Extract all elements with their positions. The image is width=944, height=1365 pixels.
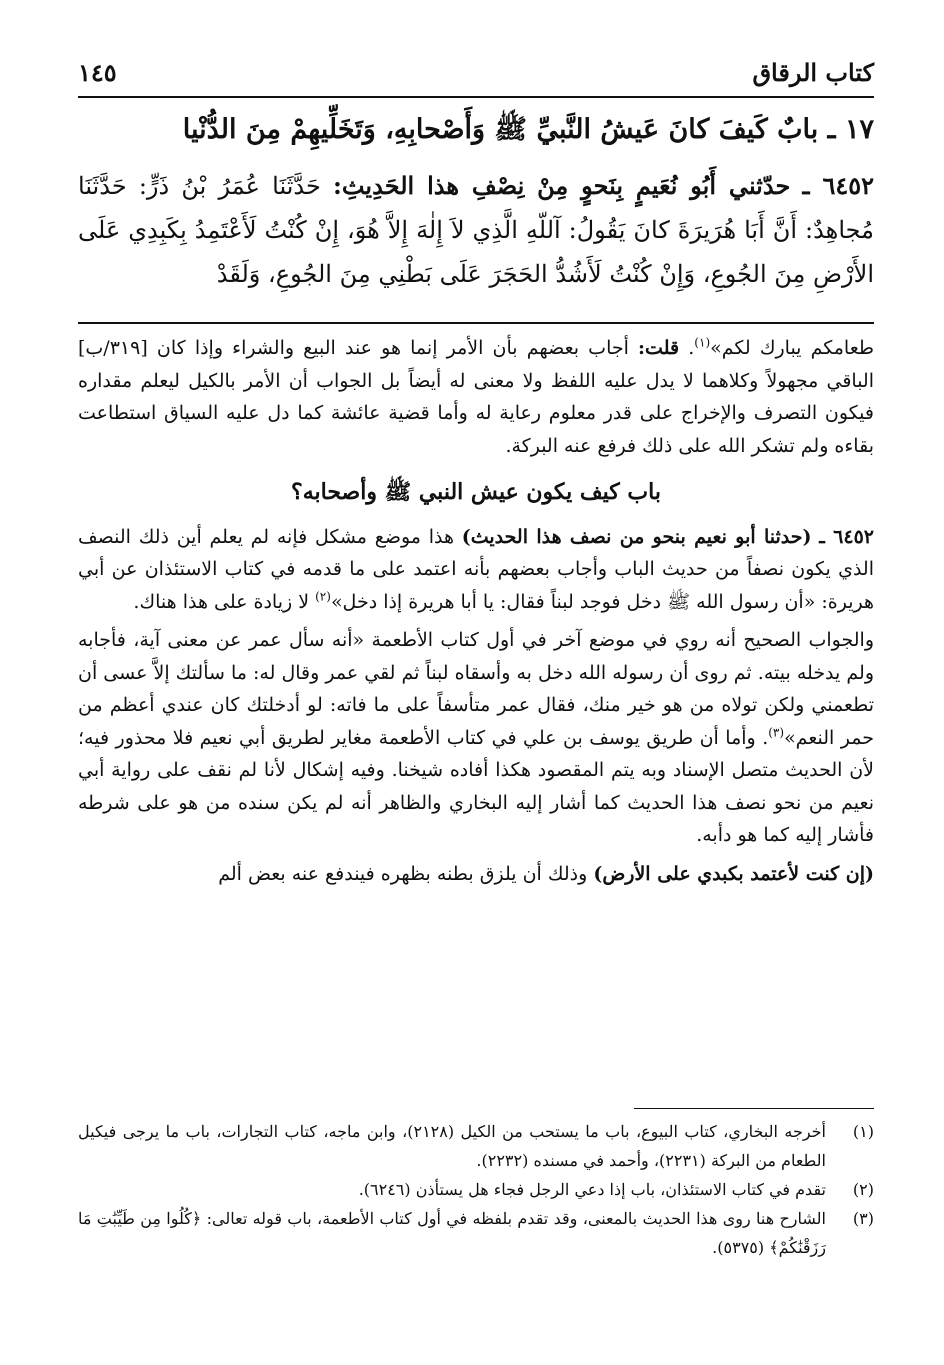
footnote-divider <box>634 1108 874 1109</box>
footnote-ref-1[interactable]: (١) <box>694 335 711 350</box>
footnote-ref-2[interactable]: (٢) <box>315 589 331 604</box>
hadith-chain-start: حدّثني أَبُو نُعَيمٍ بِنَحوٍ مِنْ نِصْفِ هذا الحَدِيثِ: <box>333 171 791 200</box>
footnote-text: الشارح هنا روى هذا الحديث بالمعنى، وقد تقدم بلفظه في أول كتاب الأطعمة، باب قوله تعالى: ﴿كُلُوا مِن طَيِّبَٰتِ مَا رَزَقْنَٰكُمْ﴾ (٥٣٧٥). <box>78 1209 826 1257</box>
commentary-text: والجواب الصحيح أنه روي في موضع آخر في أول كتاب الأطعمة «أنه سأل عمر عن معنى آية، فأجابه ولم يدخله بيته. ثم روى أن رسوله الله دخل به وأسقاه لبناً ثم لقي عمر وقال له: ما سألتك إلاَّ عسى أن تطعمني ولكن تولاه من هو خير منك، فقال عمر متأسفاً على ما فاته: لو أدخلتك كان عندي أعظم من حمر النعم» <box>78 629 874 749</box>
footnote-number: (٢) <box>852 1180 874 1199</box>
quoted-phrase: (حدثنا أبو نعيم بنحو من نصف هذا الحديث) <box>461 525 812 548</box>
commentary-subheading: باب كيف يكون عيش النبي ﷺ وأصحابه؟ <box>291 479 661 505</box>
commentary-paragraph <box>78 858 874 891</box>
main-divider <box>78 322 874 324</box>
footnote <box>78 1175 874 1204</box>
quoted-phrase: (إن كنت لأعتمد بكبدي على الأرض) <box>593 862 874 885</box>
footnote-number: (٣) <box>852 1209 874 1228</box>
footnotes <box>78 1117 874 1262</box>
commentary-text: لا زيادة على هذا هناك. <box>133 590 310 613</box>
hadith-number: ٦٤٥٢ ـ <box>802 171 874 200</box>
commentary-text: وذلك أن يلزق بطنه بظهره فيندفع عنه بعض ألم <box>218 862 588 885</box>
commentary-text: . <box>688 337 695 359</box>
page-number: ١٤٥ <box>78 58 117 87</box>
hadith-body: حَدَّثَنَا عُمَرُ بْنُ ذَرٍّ: حَدَّثَنَا مُجاهِدٌ: أَنَّ أَبَا هُرَيرَةَ كانَ يَقُولُ: آللّهِ الَّذِي لاَ إِلٰهَ إِلاَّ هُوَ، إِنْ كُنْتُ لَأَعْتَمِدُ بِكَبِدِي عَلَى الأَرْضِ مِنَ الجُوعِ، وَإِنْ كُنْتُ لَأَشُدُّ الحَجَرَ عَلَى بَطْنِي مِنَ الجُوعِ، وَلَقَدْ <box>78 172 874 288</box>
commentary-text: . وأما أن طريق يوسف بن علي في كتاب الأطعمة مغاير لطريق أبي نعيم فلا محذور فيه؛ لأن الحديث متصل الإسناد وبه يتم المقصود هكذا أفاده شيخنا. وفيه إشكال لأنا لم نقف على رواية أبي نعيم من نحو نصف هذا الحديث كما أشار إليه البخاري والظاهر أنه لم يكن سنده من هو على شرطه فأشار إليه كما هو دأبه. <box>78 726 874 846</box>
commentary-text: طعامكم يبارك لكم» <box>710 337 874 359</box>
commentary-text: هذا موضع مشكل فإنه لم يعلم أين ذلك النصف الذي يكون نصفاً من حديث الباب وأجاب بعضهم بأنه اعتمد على ما قدمه في كتاب الاستئذان عن أبي هريرة: «أن رسول الله ﷺ دخل فوجد لبناً فقال: يا أبا هريرة إذا دخل» <box>78 525 874 613</box>
footnote-ref-3[interactable]: (٣) <box>768 725 785 740</box>
commentary <box>78 332 874 890</box>
hadith-text <box>78 164 874 296</box>
commentary-paragraph <box>78 521 874 619</box>
footnote-text: تقدم في كتاب الاستئذان، باب إذا دعي الرجل فجاء هل يستأذن (٦٢٤٦). <box>358 1180 826 1199</box>
book-title: كتاب الرقاق <box>752 58 874 87</box>
footnote <box>78 1204 874 1262</box>
commentary-paragraph <box>78 332 874 462</box>
chapter-heading: ١٧ ـ بابٌ كَيفَ كانَ عَيشُ النَّبيِّ ﷺ وَأَصْحابِهِ، وَتَخَلِّيهِمْ مِنَ الدُّنْيا <box>182 114 874 145</box>
hadith-number: ٦٤٥٢ ـ <box>819 525 874 548</box>
commentary-paragraph <box>78 624 874 852</box>
footnote <box>78 1117 874 1175</box>
commentary-text: أجاب بعضهم بأن الأمر إنما هو عند البيع والشراء وإذا كان [٣١٩/ب] الباقي مجهولاً وكلاهما لا يدل عليه اللفظ ولا معنى له أيضاً بل الجواب أن الأمر بالكيل ليعلم مقداره فيكون التصرف والإخراج على قدر معلوم رعاية له وأما قضية عائشة كما دل عليه السياق استطاعت بقاءه ولم تشكر الله على ذلك فرفع عنه البركة. <box>78 337 874 457</box>
footnote-number: (١) <box>852 1122 874 1141</box>
running-header <box>78 52 874 98</box>
qult-marker: قلت: <box>638 337 680 359</box>
footnote-text: أخرجه البخاري، كتاب البيوع، باب ما يستحب من الكيل (٢١٢٨)، وابن ماجه، كتاب التجارات، باب ما يرجى فيكيل الطعام من البركة (٢٢٣١)، وأحمد في مسنده (٢٢٣٢). <box>78 1122 827 1170</box>
